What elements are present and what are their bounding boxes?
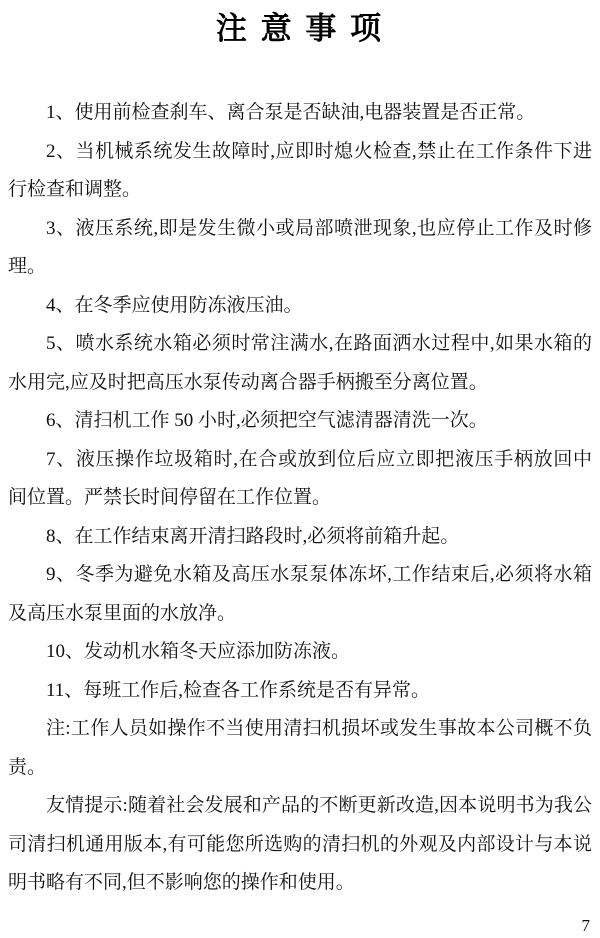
note-item-8: 8、在工作结束离开清扫路段时,必须将前箱升起。: [46, 525, 460, 547]
note-item-11: 11、每班工作后,检查各工作系统是否有异常。: [46, 679, 431, 701]
note-item-2: 2、当机械系统发生故障时,应即时熄火检查,禁止在工作条件下进行检查和调整。: [8, 140, 592, 200]
note-remark: 注:工作人员如操作不当使用清扫机损坏或发生事故本公司概不负责。: [8, 718, 592, 778]
note-item-6: 6、清扫机工作 50 小时,必须把空气滤清器清洗一次。: [46, 410, 488, 431]
note-item-9: 9、冬季为避免水箱及高压水泵泵体冻坏,工作结束后,必须将水箱及高压水泵里面的水放净。: [8, 564, 592, 624]
note-item-7: 7、液压操作垃圾箱时,在合或放到位后应立即把液压手柄放回中间位置。严禁长时间停留在工作位置。: [8, 448, 592, 508]
note-item-4: 4、在冬季应使用防冻液压油。: [46, 294, 303, 316]
note-item-10: 10、发动机水箱冬天应添加防冻液。: [46, 641, 351, 662]
page-title: 注 意 事 项: [215, 11, 385, 46]
page-number: 7: [581, 916, 590, 935]
notes-list: [0, 94, 600, 903]
note-item-3: 3、液压系统,即是发生微小或局部喷泄现象,也应停止工作及时修理。: [8, 217, 592, 277]
note-item-5: 5、喷水系统水箱必须时常注满水,在路面洒水过程中,如果水箱的水用完,应及时把高压水泵传动离合器手柄搬至分离位置。: [8, 333, 592, 393]
friendly-tip: 友情提示:随着社会发展和产品的不断更新改造,因本说明书为我公司清扫机通用版本,有可能您所选购的清扫机的外观及内部设计与本说明书略有不同,但不影响您的操作和使用。: [8, 795, 592, 893]
note-item-1: 1、使用前检查刹车、离合泵是否缺油,电器装置是否正常。: [46, 102, 536, 123]
